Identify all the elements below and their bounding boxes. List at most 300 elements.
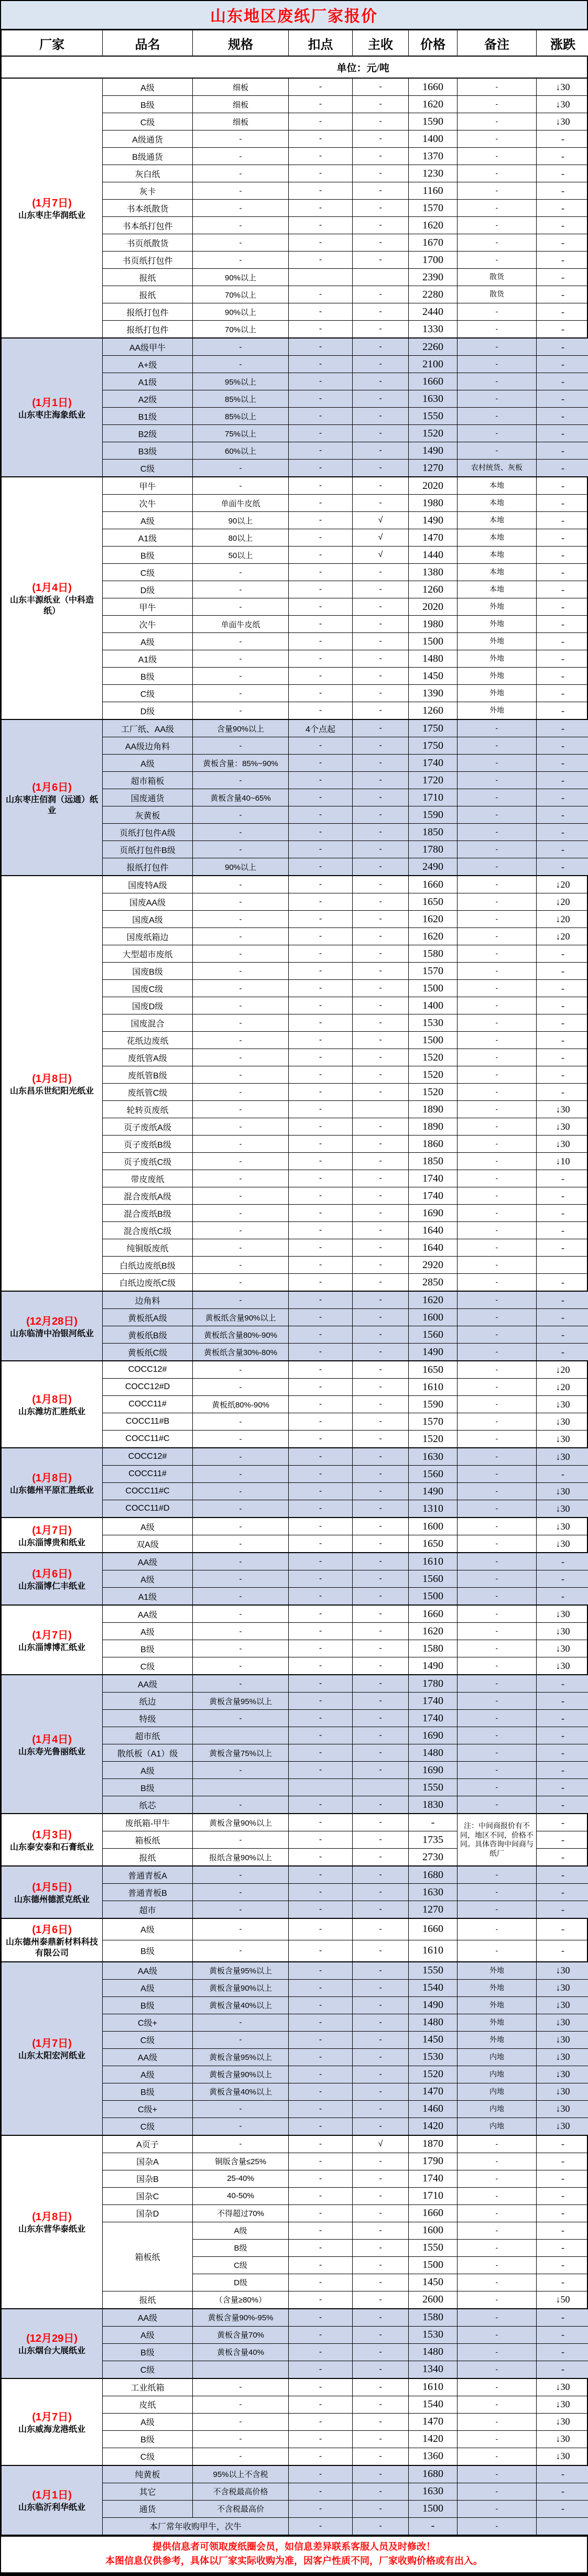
product-cell: A1级 [103, 650, 193, 668]
deduct-cell: - [289, 1570, 353, 1588]
factory-date: (1月6日) [4, 1565, 100, 1580]
change-cell: ↓20 [537, 893, 588, 911]
deduct-cell: - [289, 1518, 353, 1535]
main-cell: √ [353, 547, 409, 564]
note-cell: - [458, 2222, 537, 2239]
deduct-cell: - [289, 650, 353, 668]
main-cell: - [353, 2448, 409, 2465]
spec-cell: - [193, 1831, 289, 1849]
factory-name: 山东太阳宏河纸业 [4, 2051, 100, 2062]
note-cell: 外地 [458, 2014, 537, 2031]
factory-date: (1月4日) [4, 579, 100, 594]
deduct-cell: - [289, 1588, 353, 1606]
spec-cell: - [193, 633, 289, 650]
note-cell: - [458, 182, 537, 200]
deduct-cell: - [289, 1032, 353, 1049]
product-cell: 页子废纸C级 [103, 1153, 193, 1170]
deduct-cell: - [289, 356, 353, 373]
price-cell: 1460 [409, 2100, 458, 2117]
price-cell: 1500 [409, 2500, 458, 2517]
product-cell: AA级 [103, 1553, 193, 1570]
spec-cell: 70%以上 [193, 286, 289, 303]
product-cell: 白纸边废纸B级 [103, 1257, 193, 1274]
note-cell: - [458, 737, 537, 755]
price-cell: 1650 [409, 1361, 458, 1379]
main-cell: - [353, 581, 409, 598]
price-cell: 1860 [409, 1136, 458, 1153]
main-cell: - [353, 2170, 409, 2187]
change-cell: - [537, 1831, 588, 1849]
spec-cell: - [193, 1187, 289, 1205]
note-cell: 外地 [458, 702, 537, 720]
product-cell: A级 [103, 512, 193, 529]
product-cell: 报纸 [103, 2291, 193, 2309]
note-cell: - [458, 1553, 537, 1570]
main-cell: - [353, 755, 409, 772]
deduct-cell: - [289, 2239, 353, 2256]
price-cell: 1340 [409, 2361, 458, 2378]
price-cell: 1470 [409, 529, 458, 547]
change-cell: - [537, 148, 588, 165]
factory-name: 山东枣庄海象纸业 [4, 410, 100, 421]
product-cell: COCC11#B [103, 1413, 193, 1431]
change-cell: - [537, 2343, 588, 2361]
price-cell: 2100 [409, 356, 458, 373]
change-cell: - [537, 1779, 588, 1796]
change-cell: - [537, 1326, 588, 1344]
change-cell: - [537, 2135, 588, 2153]
note-cell: - [458, 858, 537, 876]
product-cell: 工厂纸、AA级 [103, 719, 193, 737]
main-cell: - [353, 1014, 409, 1032]
main-cell: - [353, 460, 409, 477]
note-cell: - [458, 252, 537, 269]
table-row [2, 1361, 588, 1379]
price-cell: 1780 [409, 1675, 458, 1693]
spec-cell: - [193, 1796, 289, 1814]
product-cell: 黄板纸B级 [103, 1326, 193, 1344]
product-cell: 页子废纸B级 [103, 1136, 193, 1153]
change-cell: - [537, 2309, 588, 2327]
spec-cell: - [193, 945, 289, 963]
spec-cell: 黄板含量75%以上 [193, 1744, 289, 1762]
product-cell: B级 [103, 547, 193, 564]
unit-note: 单位：元/吨 [2, 56, 588, 78]
price-cell: 1440 [409, 547, 458, 564]
main-cell: - [353, 963, 409, 980]
change-cell: - [537, 1727, 588, 1744]
price-cell: 1520 [409, 2066, 458, 2083]
change-cell: ↓20 [537, 1361, 588, 1379]
deduct-cell: - [289, 858, 353, 876]
change-cell: - [537, 564, 588, 581]
deduct-cell: - [289, 1344, 353, 1361]
product-cell: C级 [103, 685, 193, 702]
deduct-cell: - [289, 1727, 353, 1744]
deduct-cell: - [289, 1118, 353, 1136]
factory-cell [2, 2309, 103, 2378]
spec-cell: - [193, 1623, 289, 1640]
column-header-4: 主收 [353, 30, 409, 57]
spec-cell: - [193, 928, 289, 945]
factory-name: 山东枣庄华润纸业 [4, 211, 100, 222]
deduct-cell: - [289, 1187, 353, 1205]
spec-cell: - [193, 338, 289, 356]
spec-cell: - [193, 980, 289, 997]
change-cell: - [537, 737, 588, 755]
price-cell: 2020 [409, 477, 458, 495]
main-cell: - [353, 2066, 409, 2083]
main-cell: - [353, 2309, 409, 2327]
note-cell: - [458, 321, 537, 339]
product-cell: 带皮废纸 [103, 1170, 193, 1187]
note-cell: - [458, 1066, 537, 1084]
note-cell: - [458, 1796, 537, 1814]
note-cell: - [458, 2204, 537, 2222]
product-cell: C级 [103, 2031, 193, 2048]
note-cell: 外地 [458, 650, 537, 668]
note-cell: 外地 [458, 598, 537, 616]
spec-cell: 95%以上 [193, 373, 289, 390]
spec-cell: - [193, 841, 289, 858]
main-cell: - [353, 373, 409, 390]
deduct-cell: - [289, 598, 353, 616]
main-cell: - [353, 425, 409, 442]
main-cell: - [353, 1831, 409, 1849]
deduct-cell: - [289, 1535, 353, 1553]
main-cell: - [353, 1849, 409, 1866]
spec-cell: - [193, 1239, 289, 1257]
note-cell: - [458, 217, 537, 234]
product-cell: 本厂常年收购甲牛，次牛 [103, 2517, 289, 2535]
note-cell: 外地 [458, 616, 537, 633]
footer-line-1: 提供信息者可领取废纸圈会员，如信息差异联系客服人员及时修改！ [6, 2540, 582, 2554]
change-cell: - [537, 2222, 588, 2239]
note-cell: - [458, 963, 537, 980]
price-cell: 1620 [409, 96, 458, 113]
main-cell: - [353, 2343, 409, 2361]
change-cell: - [537, 1553, 588, 1570]
note-cell: 内地 [458, 2048, 537, 2066]
factory-name: 山东枣庄佰润（远通）纸业 [4, 795, 100, 817]
change-cell [537, 1257, 588, 1274]
price-cell: 1890 [409, 1118, 458, 1136]
main-cell: - [353, 1032, 409, 1049]
spec-cell: - [193, 252, 289, 269]
table-row [2, 1291, 588, 1309]
note-cell: 注：中间商报价有不同，地区不同，价格不同。具体咨询中间商与纸厂 [458, 1814, 537, 1866]
product-cell: B级通货 [103, 148, 193, 165]
main-cell: - [353, 165, 409, 182]
change-cell: - [537, 165, 588, 182]
deduct-cell: - [289, 1361, 353, 1379]
change-cell: - [537, 1239, 588, 1257]
deduct-cell: - [289, 1239, 353, 1257]
product-cell: 国废通货 [103, 789, 193, 806]
spec-cell: - [193, 1379, 289, 1396]
change-cell: - [537, 234, 588, 252]
product-cell: 报纸 [103, 1849, 193, 1866]
spec-cell: 黄板含量40% [193, 2343, 289, 2361]
spec-cell: 90%以上 [193, 858, 289, 876]
main-cell: - [353, 1657, 409, 1675]
change-cell: ↓30 [537, 1431, 588, 1448]
main-cell: - [353, 1588, 409, 1606]
product-cell: D级 [103, 581, 193, 598]
spec-cell: 细板 [193, 78, 289, 96]
main-cell: - [353, 1413, 409, 1431]
change-cell: ↓30 [537, 78, 588, 96]
product-cell: 国杂C [103, 2187, 193, 2204]
deduct-cell: - [289, 78, 353, 96]
product-cell: 纸边 [103, 1693, 193, 1710]
price-cell: 1590 [409, 1396, 458, 1413]
product-cell: 其它 [103, 2483, 193, 2500]
spec-cell: - [193, 1675, 289, 1693]
spec-cell: - [193, 182, 289, 200]
spec-cell: 50以上 [193, 547, 289, 564]
note-cell: - [458, 1483, 537, 1500]
product-cell: 边角料 [103, 1291, 193, 1309]
product-cell: 灰卡 [103, 182, 193, 200]
price-cell: 1750 [409, 737, 458, 755]
product-cell: 灰黄板 [103, 806, 193, 824]
spec-cell: - [193, 1066, 289, 1084]
product-cell: B1级 [103, 408, 193, 425]
price-cell: 1690 [409, 1762, 458, 1779]
note-cell: - [458, 2483, 537, 2500]
deduct-cell: - [289, 130, 353, 148]
main-cell: - [353, 2014, 409, 2031]
main-cell: - [353, 217, 409, 234]
deduct-cell: - [289, 1413, 353, 1431]
change-cell: - [537, 616, 588, 633]
deduct-cell: - [289, 1274, 353, 1292]
price-cell: 2600 [409, 2291, 458, 2309]
product-cell: A级 [103, 2066, 193, 2083]
price-cell: 1370 [409, 148, 458, 165]
note-cell: 本地 [458, 495, 537, 512]
main-cell: - [353, 1361, 409, 1379]
main-cell: - [353, 1979, 409, 1996]
deduct-cell: - [289, 442, 353, 460]
table-row [2, 2135, 588, 2153]
main-cell: - [353, 2378, 409, 2396]
deduct-cell: - [289, 1500, 353, 1518]
spec-cell: 细板 [193, 96, 289, 113]
main-cell: - [353, 1274, 409, 1292]
main-cell: - [353, 2326, 409, 2343]
spec-cell: - [193, 1901, 289, 1919]
price-cell: 1500 [409, 1032, 458, 1049]
note-cell: - [458, 1187, 537, 1205]
deduct-cell: - [289, 911, 353, 928]
product-cell: 国废AA级 [103, 893, 193, 911]
price-cell: 1270 [409, 1901, 458, 1919]
change-cell: ↓30 [537, 1605, 588, 1623]
column-header-0: 厂家 [2, 30, 103, 57]
product-cell: COCC12#D [103, 1379, 193, 1396]
factory-date: (1月8日) [4, 1070, 100, 1085]
deduct-cell: - [289, 1605, 353, 1623]
price-cell: 1630 [409, 1448, 458, 1466]
spec-cell: 不得超过70% [193, 2204, 289, 2222]
product-cell: 特级 [103, 1710, 193, 1727]
factory-date: (1月8日) [4, 2208, 100, 2223]
note-cell: - [458, 1049, 537, 1066]
spec-cell: - [193, 1762, 289, 1779]
change-cell: ↓30 [537, 96, 588, 113]
change-cell: - [537, 1466, 588, 1483]
spec-cell: 黄板含量95%以上 [193, 2048, 289, 2066]
main-cell: - [353, 1170, 409, 1187]
spec-cell: 黄板纸80%-90% [193, 1396, 289, 1413]
note-cell: 本地 [458, 564, 537, 581]
product-cell: 通货 [103, 2500, 193, 2517]
table-row [2, 1605, 588, 1623]
spec-cell: - [193, 165, 289, 182]
spec-cell: A级 [193, 2222, 289, 2239]
factory-cell [2, 1361, 103, 1448]
change-cell: - [537, 2483, 588, 2500]
deduct-cell: - [289, 2153, 353, 2170]
change-cell: - [537, 1049, 588, 1066]
deduct-cell: - [289, 1744, 353, 1762]
change-cell: - [537, 945, 588, 963]
deduct-cell: - [289, 303, 353, 321]
product-cell: A级 [103, 755, 193, 772]
note-cell: - [458, 1222, 537, 1239]
note-cell: - [458, 1326, 537, 1344]
deduct-cell: - [289, 1483, 353, 1500]
product-cell: 书页纸打包件 [103, 252, 193, 269]
main-cell: - [353, 2517, 409, 2535]
factory-date: (1月6日) [4, 779, 100, 794]
note-cell: - [458, 1361, 537, 1379]
product-cell: A级 [103, 1518, 193, 1535]
change-cell: - [537, 1940, 588, 1961]
deduct-cell: - [289, 1396, 353, 1413]
product-cell: 箱板纸 [103, 2222, 193, 2291]
product-cell: 工业纸箱 [103, 2378, 193, 2396]
price-cell: - [409, 1814, 458, 1831]
product-cell: 页纸打包件A级 [103, 824, 193, 841]
note-cell: - [458, 1466, 537, 1483]
product-cell: 报纸 [103, 269, 193, 286]
deduct-cell: - [289, 1257, 353, 1274]
product-cell: 甲牛 [103, 598, 193, 616]
spec-cell: - [193, 737, 289, 755]
main-cell: - [353, 1379, 409, 1396]
main-cell: - [353, 1222, 409, 1239]
change-cell: ↓30 [537, 113, 588, 130]
change-cell: ↓20 [537, 876, 588, 893]
factory-date: (1月7日) [4, 1522, 100, 1537]
price-cell: 1390 [409, 685, 458, 702]
price-cell: 1870 [409, 2135, 458, 2153]
change-cell: - [537, 356, 588, 373]
price-cell: 1850 [409, 1153, 458, 1170]
product-cell: 超市箱板 [103, 772, 193, 789]
deduct-cell: - [289, 1170, 353, 1187]
price-cell: 2020 [409, 598, 458, 616]
note-cell: - [458, 1940, 537, 1961]
price-cell: 1480 [409, 2343, 458, 2361]
spec-cell: - [193, 1884, 289, 1901]
change-cell: - [537, 2361, 588, 2378]
note-cell: 内地 [458, 2117, 537, 2135]
product-cell: COCC12# [103, 1448, 193, 1466]
product-cell: B级 [103, 1996, 193, 2014]
table-row [2, 2378, 588, 2396]
change-cell: - [537, 2239, 588, 2256]
deduct-cell: - [289, 2448, 353, 2465]
note-cell: - [458, 425, 537, 442]
spec-cell: - [193, 1032, 289, 1049]
deduct-cell: 4个点起 [289, 719, 353, 737]
note-cell: - [458, 1379, 537, 1396]
change-cell: ↓30 [537, 1448, 588, 1466]
note-cell: - [458, 1744, 537, 1762]
product-cell: A1级 [103, 1588, 193, 1606]
note-cell: - [458, 772, 537, 789]
main-cell: - [353, 148, 409, 165]
spec-cell: - [193, 2378, 289, 2396]
price-cell: 1680 [409, 1866, 458, 1884]
spec-cell: - [193, 1118, 289, 1136]
price-cell: 1710 [409, 2187, 458, 2204]
note-cell: - [458, 824, 537, 841]
spec-cell: - [193, 2014, 289, 2031]
note-cell: 外地 [458, 1962, 537, 1980]
product-cell: 页纸打包件B级 [103, 841, 193, 858]
main-cell: - [353, 2430, 409, 2448]
price-cell: 1640 [409, 1222, 458, 1239]
factory-date: (12月29日) [4, 2330, 100, 2345]
change-cell: - [537, 1710, 588, 1727]
price-cell: 1500 [409, 1588, 458, 1606]
change-cell: - [537, 980, 588, 997]
factory-cell [2, 1918, 103, 1962]
product-cell: AA级甲牛 [103, 338, 193, 356]
change-cell: ↓30 [537, 1101, 588, 1118]
price-cell: 1480 [409, 2014, 458, 2031]
price-cell: 1660 [409, 1918, 458, 1940]
change-cell: - [537, 997, 588, 1014]
table-row [2, 338, 588, 356]
note-cell: - [458, 2396, 537, 2413]
change-cell: - [537, 529, 588, 547]
product-cell: 国废特A级 [103, 876, 193, 893]
deduct-cell: - [289, 893, 353, 911]
main-cell [353, 1101, 409, 1118]
factory-date: (12月28日) [4, 1313, 100, 1328]
note-cell: 本地 [458, 512, 537, 529]
main-cell: - [353, 2413, 409, 2430]
main-cell: √ [353, 2135, 409, 2153]
deduct-cell: - [289, 96, 353, 113]
change-cell: - [537, 772, 588, 789]
change-cell: - [537, 1291, 588, 1309]
change-cell: - [537, 1344, 588, 1361]
deduct-cell: - [289, 512, 353, 529]
note-cell: - [458, 2309, 537, 2327]
spec-cell: - [193, 1136, 289, 1153]
main-cell: - [353, 2204, 409, 2222]
change-cell: ↓10 [537, 1153, 588, 1170]
change-cell: - [537, 1205, 588, 1222]
deduct-cell: - [289, 477, 353, 495]
